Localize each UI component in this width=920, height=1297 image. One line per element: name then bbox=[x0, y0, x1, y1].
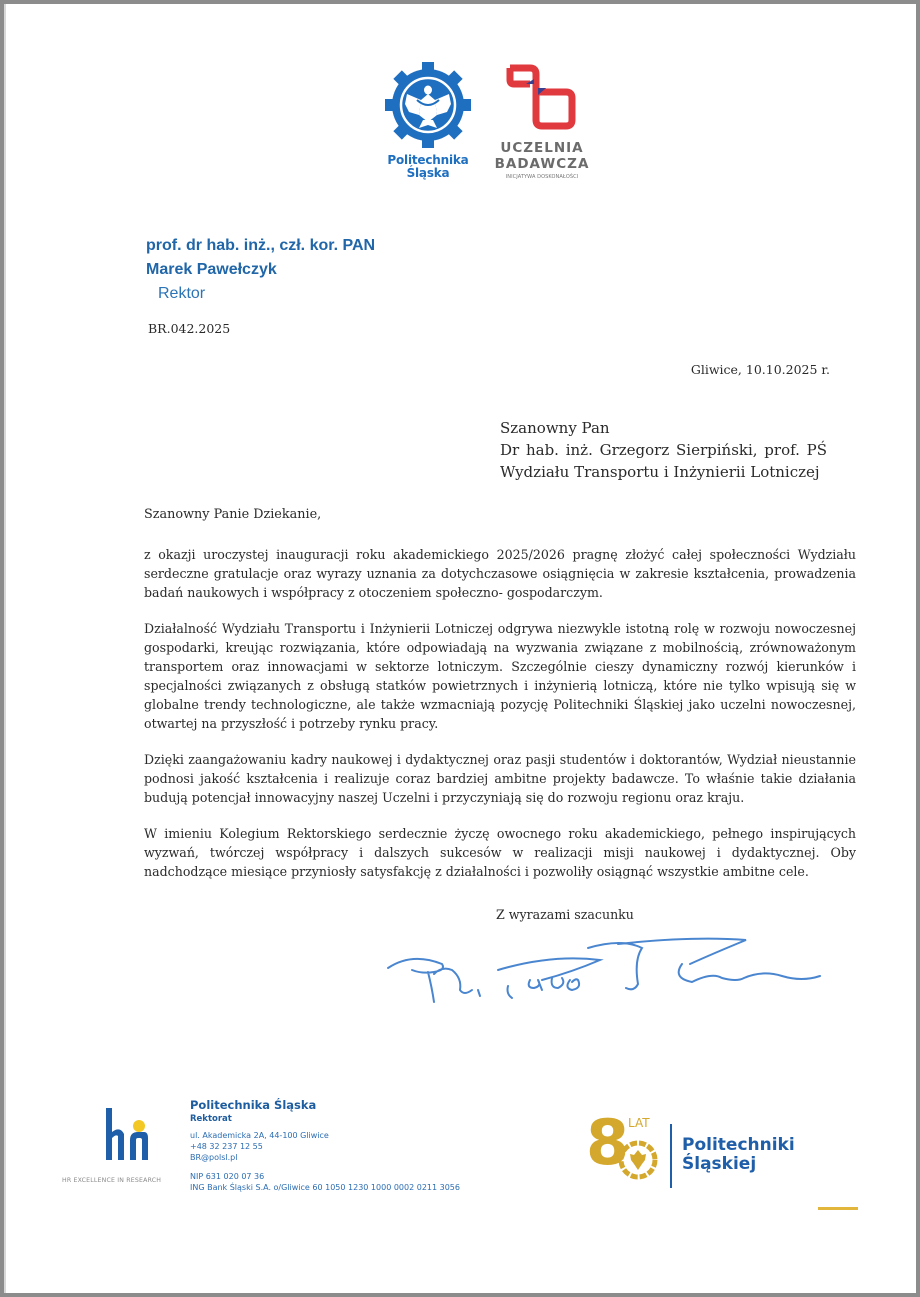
greeting: Szanowny Panie Dziekanie, bbox=[144, 507, 322, 522]
research-logo-line-1: UCZELNIA bbox=[500, 140, 584, 156]
anniversary-number: 8 bbox=[586, 1106, 630, 1179]
reference-number: BR.042.2025 bbox=[148, 321, 231, 336]
sender-block bbox=[146, 234, 375, 306]
research-logo-line-2: BADAWCZA bbox=[494, 156, 590, 172]
footer-address: ul. Akademicka 2A, 44-100 Gliwice bbox=[190, 1131, 329, 1140]
sender-name: Marek Pawełczyk bbox=[146, 261, 277, 278]
hr-logo-icon bbox=[98, 1104, 158, 1164]
letter-page bbox=[4, 4, 916, 1293]
sender-title: prof. dr hab. inż., czł. kor. PAN bbox=[146, 237, 376, 254]
gold-accent-bar bbox=[818, 1207, 858, 1210]
footer-org-name: Politechnika Śląska bbox=[190, 1098, 317, 1112]
addressee-name: Dr hab. inż. Grzegorz Sierpiński, prof. PŚ bbox=[500, 441, 828, 459]
paragraph-1: z okazji uroczystej inauguracji roku akademickiego 2025/2026 pragnę złożyć całej społeczności Wydziału serdeczne gratulacje oraz wyrazy uznania za dotychczasowe osiągnięcia w zakresie kształcenia, prowadzenia badań naukowych i współpracy z otoczeniem społeczno- gospodarczym. bbox=[144, 547, 856, 600]
footer-phone: +48 32 237 12 55 bbox=[190, 1142, 263, 1151]
addressee-unit: Wydziału Transportu i Inżynierii Lotniczej bbox=[500, 463, 820, 481]
addressee-block bbox=[500, 417, 827, 483]
footer-nip: NIP 631 020 07 36 bbox=[190, 1172, 265, 1181]
signature bbox=[372, 930, 832, 1010]
politechnika-slaska-logo bbox=[378, 60, 478, 180]
footer-bank: ING Bank Śląski S.A. o/Gliwice 60 1050 1230 1000 0002 0211 3056 bbox=[190, 1183, 460, 1192]
paragraph-4: W imieniu Kolegium Rektorskiego serdecznie życzę owocnego roku akademickiego, pełnego inspirujących wyzwań, twórczej współpracy i dalszych sukcesów w realizacji misji naukowej i dydaktycznej. Oby nadchodzące miesiące przyniosły satysfakcję z działalności i pozwoliły osiągnąć wszystkie ambitne cele. bbox=[144, 826, 856, 879]
place-and-date: Gliwice, 10.10.2025 r. bbox=[690, 362, 830, 377]
anniversary-80-logo bbox=[586, 1106, 826, 1186]
logo-divider bbox=[670, 1124, 672, 1188]
anniversary-text-line-1: Politechniki bbox=[682, 1135, 795, 1155]
sender-position: Rektor bbox=[158, 285, 206, 302]
footer-contact bbox=[190, 1098, 460, 1193]
footer-org-unit: Rektorat bbox=[190, 1114, 232, 1124]
hr-caption: HR EXCELLENCE IN RESEARCH bbox=[62, 1177, 162, 1184]
closing: Z wyrazami szacunku bbox=[496, 907, 634, 922]
footer-email-link[interactable]: BR@polsl.pl bbox=[190, 1153, 238, 1162]
gold-gear-eagle-icon bbox=[618, 1140, 658, 1180]
research-university-icon bbox=[502, 62, 582, 132]
uczelnia-badawcza-logo bbox=[488, 62, 596, 182]
paragraph-2: Działalność Wydziału Transportu i Inżynierii Lotniczej odgrywa niezwykle istotną rolę w rozwoju nowoczesnej gospodarki, kreując rozwiązania, które odpowiadają na wyzwania związane z mobilnością, zrównoważonym transportem oraz innowacjami w sektorze lotniczym. Szczególnie cieszy dynamiczny rozwój kierunków i specjalności związanych z obsługą statków powietrznych i inżynierią lotniczą, które nie tylko wpisują się w globalne trendy technologiczne, ale także wzmacniają pozycję Politechniki Śląskiej jako uczelni nowoczesnej, otwartej na przyszłość i potrzeby rynku pracy. bbox=[144, 621, 856, 731]
anniversary-text-line-2: Śląskiej bbox=[682, 1154, 757, 1174]
logo-text-line-1: Politechnika bbox=[387, 153, 469, 167]
addressee-salutation: Szanowny Pan bbox=[500, 419, 610, 437]
logo-text-line-2: Śląska bbox=[406, 166, 450, 180]
research-logo-subtitle: INICJATYWA DOSKONAŁOŚCI bbox=[505, 174, 579, 180]
paragraph-3: Dzięki zaangażowaniu kadry naukowej i dydaktycznej oraz pasji studentów i doktorantów, Wydział nieustannie podnosi jakość kształcenia i realizuje coraz bardziej ambitne projekty badawcze. To właśnie takie działania budują potencjał innowacyjny naszej Uczelni i przyczyniają się do rozwoju regionu oraz kraju. bbox=[144, 752, 856, 805]
anniversary-lat: LAT bbox=[628, 1116, 650, 1130]
letter-body bbox=[144, 545, 856, 898]
eagle-gear-icon bbox=[383, 60, 473, 150]
hr-excellence-logo bbox=[62, 1104, 182, 1194]
